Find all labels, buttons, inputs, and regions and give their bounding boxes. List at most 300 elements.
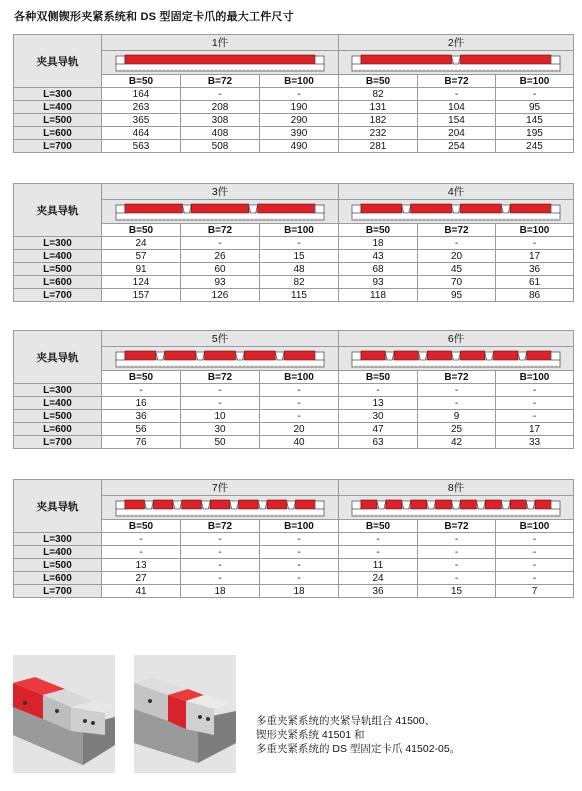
table-cell: 15 — [418, 585, 496, 598]
table-cell: 17 — [496, 423, 574, 436]
workpiece — [210, 500, 229, 509]
rail-diagram-cell — [339, 51, 574, 75]
jaw-width-header: B=50 — [102, 371, 181, 384]
product-photo-right — [134, 655, 236, 773]
table-cell: 11 — [339, 559, 418, 572]
table-cell: - — [496, 410, 574, 423]
table-cell: 70 — [418, 276, 496, 289]
size-table-block — [13, 330, 573, 449]
workpiece — [182, 500, 201, 509]
wedge-jaw — [452, 352, 461, 360]
workpiece — [411, 204, 452, 213]
piece-count-header: 3件 — [102, 184, 339, 200]
table-cell: - — [260, 546, 339, 559]
workpiece — [510, 500, 526, 509]
table-row — [14, 127, 574, 140]
workpiece — [191, 204, 248, 213]
table-row — [14, 101, 574, 114]
rail-length-label: L=700 — [14, 585, 102, 598]
table-cell: 15 — [260, 250, 339, 263]
rail-length-label: L=600 — [14, 572, 102, 585]
size-table — [13, 183, 574, 302]
table-row — [14, 276, 574, 289]
jaw-width-header: B=100 — [260, 520, 339, 533]
table-row — [14, 384, 574, 397]
table-cell: - — [339, 546, 418, 559]
table-row — [14, 572, 574, 585]
wedge-jaw — [402, 205, 411, 213]
table-cell: - — [418, 397, 496, 410]
wedge-jaw — [518, 352, 527, 360]
table-row — [14, 289, 574, 302]
rail-length-label: L=700 — [14, 436, 102, 449]
table-cell: 91 — [102, 263, 181, 276]
table-cell: 56 — [102, 423, 181, 436]
table-cell: 61 — [496, 276, 574, 289]
wedge-jaw — [235, 352, 244, 360]
table-cell: - — [496, 533, 574, 546]
caption — [256, 714, 460, 756]
rail-label: 夹具导轨 — [14, 480, 102, 533]
size-table-block — [13, 34, 573, 153]
fixed-jaw — [352, 352, 361, 360]
fixed-jaw — [116, 205, 125, 213]
table-cell: 95 — [418, 289, 496, 302]
workpiece — [535, 500, 551, 509]
table-cell: 86 — [496, 289, 574, 302]
table-cell: - — [418, 384, 496, 397]
size-table — [13, 479, 574, 598]
table-cell: 490 — [260, 140, 339, 153]
wedge-jaw — [452, 205, 461, 213]
workpiece — [244, 351, 275, 360]
workpiece — [461, 55, 552, 64]
caption-line: 多重夹紧系统的夹紧导轨组合 41500、 — [256, 715, 436, 727]
product-photo-left — [13, 655, 115, 773]
table-cell: 18 — [181, 585, 260, 598]
table-cell: 18 — [339, 237, 418, 250]
table-cell: - — [418, 546, 496, 559]
table-cell: 126 — [181, 289, 260, 302]
fixed-jaw — [315, 205, 324, 213]
table-row — [14, 533, 574, 546]
table-row — [14, 397, 574, 410]
jaw-width-header: B=72 — [181, 371, 260, 384]
jaw-width-header: B=50 — [339, 75, 418, 88]
table-cell: 63 — [339, 436, 418, 449]
rail-diagram-cell — [339, 200, 574, 224]
fixed-jaw — [352, 56, 361, 64]
table-cell: 24 — [102, 237, 181, 250]
table-cell: 245 — [496, 140, 574, 153]
wedge-jaw — [452, 501, 461, 509]
size-table — [13, 330, 574, 449]
workpiece — [527, 351, 551, 360]
jaw-width-header: B=72 — [418, 520, 496, 533]
caption-line: 锲形夹紧系统 41501 和 — [256, 729, 365, 741]
table-cell: 308 — [181, 114, 260, 127]
table-cell: - — [260, 572, 339, 585]
fixed-jaw — [315, 352, 324, 360]
jaw-width-header: B=100 — [496, 75, 574, 88]
size-table-block — [13, 183, 573, 302]
table-cell: - — [181, 237, 260, 250]
workpiece — [125, 500, 144, 509]
size-table-block — [13, 479, 573, 598]
fixed-jaw — [551, 352, 560, 360]
table-row — [14, 263, 574, 276]
page-title: 各种双侧锲形夹紧系统和 DS 型固定卡爪的最大工件尺寸 — [14, 11, 294, 23]
workpiece — [267, 500, 286, 509]
fixed-jaw — [352, 501, 361, 509]
wedge-jaw — [144, 501, 153, 509]
fixed-jaw — [551, 205, 560, 213]
table-cell: 464 — [102, 127, 181, 140]
rail-length-label: L=300 — [14, 88, 102, 101]
table-cell: 41 — [102, 585, 181, 598]
table-cell: 36 — [102, 410, 181, 423]
rail-length-label: L=600 — [14, 276, 102, 289]
wedge-jaw — [182, 205, 191, 213]
table-cell: - — [260, 410, 339, 423]
table-cell: - — [418, 533, 496, 546]
rail-length-label: L=500 — [14, 114, 102, 127]
table-cell: 7 — [496, 585, 574, 598]
table-cell: 20 — [260, 423, 339, 436]
rail-length-label: L=500 — [14, 559, 102, 572]
table-cell: - — [181, 546, 260, 559]
wedge-jaw — [196, 352, 205, 360]
table-row — [14, 250, 574, 263]
table-cell: 43 — [339, 250, 418, 263]
wedge-jaw — [258, 501, 267, 509]
table-cell: 390 — [260, 127, 339, 140]
fixed-jaw — [352, 205, 361, 213]
table-cell: 36 — [339, 585, 418, 598]
wedge-jaw — [427, 501, 436, 509]
table-cell: 47 — [339, 423, 418, 436]
piece-count-header: 5件 — [102, 331, 339, 347]
jaw-width-header: B=72 — [181, 520, 260, 533]
jaw-width-header: B=100 — [496, 371, 574, 384]
clamp-rail-diagram — [114, 202, 326, 222]
caption-line: 多重夹紧系统的 DS 型固定卡爪 41502-05。 — [256, 743, 461, 755]
table-cell: 254 — [418, 140, 496, 153]
table-cell: - — [181, 572, 260, 585]
table-cell: 563 — [102, 140, 181, 153]
workpiece — [284, 351, 315, 360]
wedge-jaw — [526, 501, 535, 509]
clamp-rail-diagram — [350, 202, 562, 222]
table-row — [14, 559, 574, 572]
table-cell: - — [260, 88, 339, 101]
table-row — [14, 436, 574, 449]
workpiece — [125, 204, 182, 213]
jaw-width-header: B=50 — [102, 224, 181, 237]
workpiece — [386, 500, 402, 509]
rail-diagram-cell — [339, 496, 574, 520]
jaw-width-header: B=72 — [418, 75, 496, 88]
workpiece — [125, 351, 156, 360]
table-cell: - — [181, 559, 260, 572]
table-cell: - — [496, 546, 574, 559]
table-cell: 50 — [181, 436, 260, 449]
table-cell: 27 — [102, 572, 181, 585]
workpiece — [461, 351, 485, 360]
rail-length-label: L=700 — [14, 140, 102, 153]
table-cell: - — [102, 533, 181, 546]
table-cell: 365 — [102, 114, 181, 127]
rail-length-label: L=500 — [14, 263, 102, 276]
workpiece — [361, 500, 377, 509]
wedge-jaw — [501, 501, 510, 509]
table-cell: 82 — [260, 276, 339, 289]
rail-diagram-cell — [102, 496, 339, 520]
table-row — [14, 114, 574, 127]
jaw-width-header: B=72 — [418, 371, 496, 384]
table-cell: 93 — [339, 276, 418, 289]
table-cell: 93 — [181, 276, 260, 289]
rail-length-label: L=600 — [14, 127, 102, 140]
rail-length-label: L=400 — [14, 546, 102, 559]
wedge-jaw — [156, 352, 165, 360]
clamp-rail-diagram — [350, 53, 562, 73]
table-row — [14, 88, 574, 101]
wedge-jaw — [418, 352, 427, 360]
wedge-jaw — [385, 352, 394, 360]
table-cell: 30 — [181, 423, 260, 436]
table-cell: 68 — [339, 263, 418, 276]
table-cell: - — [418, 88, 496, 101]
jaw-width-header: B=72 — [181, 75, 260, 88]
rail-diagram-cell — [339, 347, 574, 371]
rail-diagram-cell — [102, 200, 339, 224]
fixed-jaw — [315, 501, 324, 509]
jaw-width-header: B=72 — [181, 224, 260, 237]
size-table — [13, 34, 574, 153]
workpiece — [361, 204, 402, 213]
table-cell: 48 — [260, 263, 339, 276]
wedge-jaw — [287, 501, 296, 509]
wedge-jaw — [201, 501, 210, 509]
table-cell: 24 — [339, 572, 418, 585]
workpiece — [153, 500, 172, 509]
table-cell: 20 — [418, 250, 496, 263]
jaw-width-header: B=100 — [496, 224, 574, 237]
rail-length-label: L=300 — [14, 384, 102, 397]
rail-label: 夹具导轨 — [14, 331, 102, 384]
jaw-width-header: B=50 — [339, 371, 418, 384]
rail-label: 夹具导轨 — [14, 184, 102, 237]
table-cell: 13 — [102, 559, 181, 572]
jaw-width-header: B=50 — [339, 520, 418, 533]
rail-length-label: L=300 — [14, 533, 102, 546]
jaw-width-header: B=50 — [339, 224, 418, 237]
table-cell: - — [260, 533, 339, 546]
jaw-width-header: B=100 — [260, 75, 339, 88]
workpiece — [361, 351, 385, 360]
table-cell: 9 — [418, 410, 496, 423]
table-cell: 26 — [181, 250, 260, 263]
workpiece — [165, 351, 196, 360]
table-row — [14, 423, 574, 436]
table-cell: - — [418, 237, 496, 250]
table-cell: 115 — [260, 289, 339, 302]
table-cell: 13 — [339, 397, 418, 410]
table-cell: 104 — [418, 101, 496, 114]
table-cell: - — [496, 572, 574, 585]
clamp-rail-diagram — [114, 498, 326, 518]
table-cell: 42 — [418, 436, 496, 449]
table-cell: 16 — [102, 397, 181, 410]
wedge-jaw — [452, 56, 461, 64]
workpiece — [361, 55, 452, 64]
workpiece — [239, 500, 258, 509]
table-cell: - — [496, 384, 574, 397]
table-cell: - — [260, 559, 339, 572]
rail-length-label: L=500 — [14, 410, 102, 423]
table-cell: 118 — [339, 289, 418, 302]
workpiece — [296, 500, 315, 509]
table-cell: - — [496, 237, 574, 250]
table-cell: 82 — [339, 88, 418, 101]
rail-length-label: L=400 — [14, 250, 102, 263]
table-cell: - — [181, 397, 260, 410]
table-cell: 17 — [496, 250, 574, 263]
jaw-width-header: B=100 — [260, 371, 339, 384]
rail-length-label: L=600 — [14, 423, 102, 436]
table-cell: 157 — [102, 289, 181, 302]
table-cell: 190 — [260, 101, 339, 114]
wedge-jaw — [173, 501, 182, 509]
clamp-rail-diagram — [114, 349, 326, 369]
table-cell: 95 — [496, 101, 574, 114]
table-cell: 131 — [339, 101, 418, 114]
workpiece — [494, 351, 518, 360]
table-cell: - — [418, 572, 496, 585]
table-cell: 60 — [181, 263, 260, 276]
table-cell: 164 — [102, 88, 181, 101]
table-cell: 10 — [181, 410, 260, 423]
wedge-jaw — [476, 501, 485, 509]
fixed-jaw — [551, 56, 560, 64]
table-cell: 25 — [418, 423, 496, 436]
table-cell: 124 — [102, 276, 181, 289]
table-cell: 145 — [496, 114, 574, 127]
table-cell: - — [339, 533, 418, 546]
rail-length-label: L=400 — [14, 101, 102, 114]
fixed-jaw — [551, 501, 560, 509]
workpiece — [461, 204, 502, 213]
fixed-jaw — [116, 352, 125, 360]
table-cell: 290 — [260, 114, 339, 127]
table-cell: - — [260, 384, 339, 397]
table-cell: 45 — [418, 263, 496, 276]
table-cell: 182 — [339, 114, 418, 127]
table-cell: - — [102, 384, 181, 397]
table-cell: 33 — [496, 436, 574, 449]
table-cell: - — [339, 384, 418, 397]
table-cell: - — [181, 533, 260, 546]
table-cell: - — [260, 397, 339, 410]
piece-count-header: 8件 — [339, 480, 574, 496]
table-cell: - — [418, 559, 496, 572]
table-cell: - — [181, 88, 260, 101]
table-cell: 263 — [102, 101, 181, 114]
rail-length-label: L=400 — [14, 397, 102, 410]
clamp-rail-diagram — [350, 349, 562, 369]
table-cell: 408 — [181, 127, 260, 140]
workpiece — [205, 351, 236, 360]
table-cell: 30 — [339, 410, 418, 423]
table-cell: 204 — [418, 127, 496, 140]
table-row — [14, 140, 574, 153]
rail-length-label: L=300 — [14, 237, 102, 250]
table-cell: - — [496, 397, 574, 410]
workpiece — [394, 351, 418, 360]
table-cell: - — [260, 237, 339, 250]
piece-count-header: 1件 — [102, 35, 339, 51]
workpiece — [436, 500, 452, 509]
workpiece — [125, 55, 315, 64]
table-cell: 40 — [260, 436, 339, 449]
jaw-width-header: B=72 — [418, 224, 496, 237]
table-cell: - — [181, 384, 260, 397]
table-row — [14, 585, 574, 598]
table-cell: 57 — [102, 250, 181, 263]
rail-length-label: L=700 — [14, 289, 102, 302]
wedge-jaw — [501, 205, 510, 213]
jaw-width-header: B=100 — [496, 520, 574, 533]
wedge-jaw — [230, 501, 239, 509]
table-cell: 232 — [339, 127, 418, 140]
wedge-jaw — [275, 352, 284, 360]
jaw-width-header: B=100 — [260, 224, 339, 237]
fixed-jaw — [116, 56, 125, 64]
workpiece — [258, 204, 315, 213]
table-cell: 36 — [496, 263, 574, 276]
table-row — [14, 546, 574, 559]
rail-label: 夹具导轨 — [14, 35, 102, 88]
workpiece — [427, 351, 451, 360]
fixed-jaw — [315, 56, 324, 64]
clamp-rail-diagram — [114, 53, 326, 73]
rail-diagram-cell — [102, 51, 339, 75]
wedge-jaw — [485, 352, 494, 360]
piece-count-header: 7件 — [102, 480, 339, 496]
workpiece — [461, 500, 477, 509]
table-cell: - — [496, 559, 574, 572]
table-cell: 508 — [181, 140, 260, 153]
jaw-width-header: B=50 — [102, 75, 181, 88]
fixed-jaw — [116, 501, 125, 509]
table-cell: 195 — [496, 127, 574, 140]
clamp-rail-diagram — [350, 498, 562, 518]
table-row — [14, 410, 574, 423]
piece-count-header: 2件 — [339, 35, 574, 51]
workpiece — [411, 500, 427, 509]
jaw-width-header: B=50 — [102, 520, 181, 533]
table-cell: 154 — [418, 114, 496, 127]
wedge-jaw — [402, 501, 411, 509]
table-cell: - — [496, 88, 574, 101]
wedge-jaw — [249, 205, 258, 213]
table-row — [14, 237, 574, 250]
table-cell: 76 — [102, 436, 181, 449]
rail-diagram-cell — [102, 347, 339, 371]
piece-count-header: 4件 — [339, 184, 574, 200]
table-cell: 208 — [181, 101, 260, 114]
